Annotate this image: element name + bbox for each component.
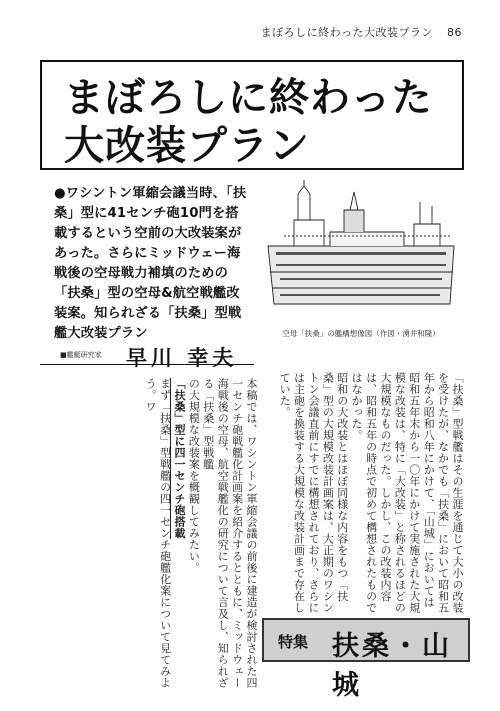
- body-paragraph-1: の大規模な改装案を概観してみたい。: [187, 378, 201, 574]
- running-header: [261, 24, 462, 40]
- lede-paragraph: ●ワシントン軍縮会議当時、「扶桑」型に41センチ砲10門を搭載するという空前の大改装案があった。さらにミッドウェー海戦後の空母戦力補填のための「扶桑」型の空母&航空戦艦改装案。知られざる「扶桑」型戦艦大改装プラン: [54, 186, 247, 341]
- body-paragraph-3: 「扶桑」型戦艦はその生涯を通じて大小の改装を受けたが、なかでも「扶桑」において昭和五年から昭和八年にかけて、「山城」においては昭和五年末から一〇年にかけて実施された大規模な改装は、特に「大改装」と称されるほどの大規模なものだった。しかし、この改装内容は、昭和五年の時点で初めて構想されたものではなかった。: [350, 372, 464, 614]
- title-line-1: まぼろしに終わった: [64, 75, 433, 121]
- special-feature-box: [262, 618, 470, 701]
- body-paragraph-2: まず「扶桑」型戦艦の四一センチ砲艦化案について見てみよう。ワ: [144, 378, 172, 689]
- page-number: 86: [447, 26, 462, 39]
- body-paragraph-intro: 本稿では、ワシントン軍縮会議の前後に建造が検討された四一センチ砲戦艦化計画案を紹介するとともに、ミッドウェー海戦後の空母、航空戦艦化の研究について言及し、知られざる「扶桑」型戦艦: [201, 378, 258, 689]
- title-box: [40, 60, 464, 170]
- body-paragraph-4: 昭和の大改装とはほぼ同様な内容をもつ「扶桑」型の大規模改装計画案は、大正期のワシントン会議直前にすでに構想されており、さらには主砲を換装する大規模な改装計画まで存在していた。: [278, 372, 349, 614]
- figure-caption: 空母「扶桑」の艦構想像図（作図・湧井和隆）: [282, 329, 440, 338]
- body-text-lower-left: [40, 378, 258, 696]
- author-divider: [40, 364, 254, 365]
- special-label: 特集: [278, 633, 309, 651]
- ship-illustration: [254, 180, 468, 340]
- body-text-upper-right: [264, 372, 464, 618]
- author-role: ■艦艇研究家: [60, 351, 102, 359]
- special-title: 扶桑・山城: [332, 631, 452, 701]
- author-block: [60, 342, 260, 370]
- title-line-2: 大改装プラン: [64, 123, 310, 169]
- section-heading: 「扶桑」型に四一センチ砲搭載: [170, 378, 188, 539]
- running-title: まぼろしに終わった大改装プラン: [260, 26, 433, 39]
- author-name: 早川 幸夫: [126, 346, 238, 370]
